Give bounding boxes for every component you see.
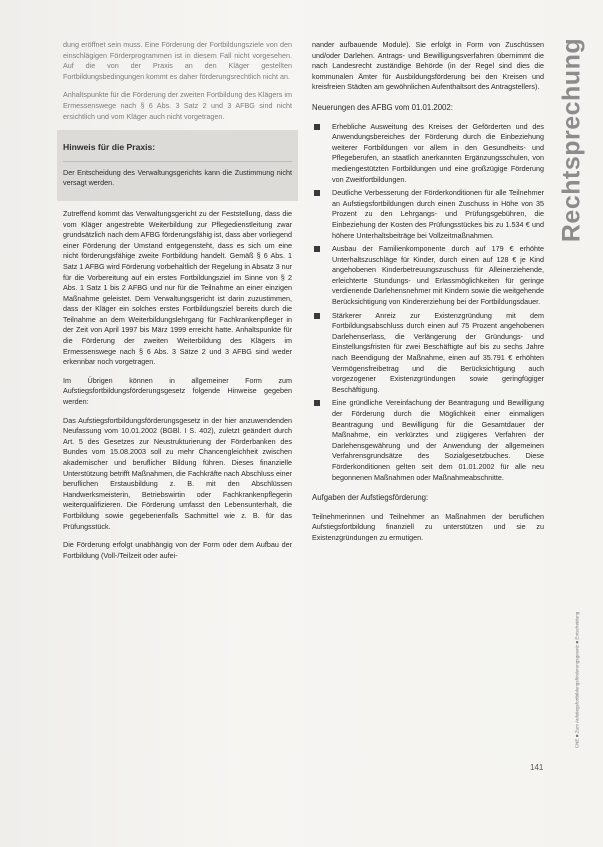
right-column: [312, 40, 544, 552]
hint-title: Hinweis für die Praxis:: [63, 142, 156, 153]
body-paragraph: Im Übrigen können in allgemeiner Form zum Aufstiegsfortbildungsförderungsgesetz folgende Hinweise gegeben werden:: [63, 375, 292, 407]
hint-intro: Der Entscheidung des Verwaltungsgerichts kann die Zustimmung nicht versagt werden.: [63, 167, 292, 188]
square-bullet-icon: [314, 124, 320, 130]
page-number: 141: [530, 763, 544, 772]
faded-paragraph: Anhaltspunkte für die Förderung der zweiten Fortbildung des Klägers im Ermessenswege nach § 6 Abs. 3 Satz 2 und 3 AFBG sind nicht ersichtlich und vom Kläger auch nicht vorgetragen.: [63, 90, 292, 121]
running-footer: [571, 560, 583, 800]
list-item: [312, 122, 544, 186]
body-paragraph: Die Förderung erfolgt unabhängig von der Form oder dem Aufbau der Fortbildung (Voll-/Teilzeit oder aufei-: [63, 540, 292, 560]
list-item-text: Erhebliche Ausweitung des Kreises der Geförderten und des Anwendungsbereiches der Förderung durch die Einbeziehung weiterer Fortbildungen vor allem in den Gesundheits- und Pflegeberufen, an staatlich anerkannten Ergänzungsschulen, von mediengestützten Fortbildungen und eine großzügige Förderung von Zweitfortbildungen.: [332, 121, 544, 184]
section-heading: Aufgaben der Aufstiegsförderung:: [312, 493, 429, 503]
list-item-text: Stärkerer Anreiz zur Existenzgründung mit dem Fortbildungsabschluss durch einen auf 75 Prozent angehobenen Darlehenserlass, die Verlängerung der Gründungs- und Einstellungsfristen für zwei Beschäftigte auf bis zu sechs Jahre nach Beendigung der Maßnahme, einen auf 35.791 € erhöhten Vermögensfreibetrag und die Berücksichtigung auch vorgezogener Existenzgründungen sowie geringfügiger Beschäftigung.: [332, 310, 544, 394]
sidebar-title-text: Rechtsprechung: [557, 37, 586, 243]
section-sidebar-title: [552, 37, 592, 243]
faded-paragraph: dung eröffnet sein muss. Eine Förderung der Fortbildungsziele von den einschlägigen Förderprogrammen ist in diesem Fall nicht vorgesehen. Auf die von der Praxis an den Kläger gestellten Fortbildungsbedingungen kommt es daher förderungsrechtlich nicht an.: [63, 40, 292, 81]
left-column: [63, 40, 292, 569]
list-item-text: Eine gründliche Vereinfachung der Beantragung und Bewilligung der Förderung durch die Möglichkeit einer einmaligen Beantragung und Bewilligung für die Gesamtdauer der Maßnahme, ein verkürztes und zügigeres Verfahren der Darlehensgewährung und der Anwendung der allgemeinen Verfahrensgrundsätze des Sozialgesetzbuches. Diese Förderkonditionen gelten seit dem 01.01.2002 für alle neu begonnenen Maßnahmen oder Maßnahmeabschnitte.: [332, 398, 544, 482]
list-item: [312, 244, 544, 308]
body-paragraph: Das Aufstiegsfortbildungsförderungsgesetz in der hier anzuwendenden Neufassung vom 10.01.2002 (BGBl. I S. 402), zuletzt geändert durch Art. 5 des Gesetzes zur Neustrukturierung der Förderbanken des Bundes vom 15.08.2003 soll zu mehr Chancengleichheit zwischen akademischer und beruflicher Bildung führen. Dieses finanzielle Unterstützung betrifft Maßnahmen, die Fachkräfte nach Abschluss einer beruflichen Erstausbildung z. B. mit den Abschlüssen Handwerksmeisterin, Betriebswirtin oder Fachkrankenpflegerin weiterqualifizieren. Die Förderung umfasst den Lebensunterhalt, die Fortbildung sowie gegebenenfalls Sachmittel wie z. B. für das Prüfungsstück.: [63, 415, 292, 531]
list-item: [312, 311, 544, 396]
practice-hint-box: [57, 130, 298, 201]
running-footer-text: CNE ■ Zum Aufstiegsfortbildungsförderungsgesetz ■ Entscheidung: [574, 611, 580, 749]
divider: [63, 161, 292, 162]
body-paragraph: Zutreffend kommt das Verwaltungsgericht zu der Feststellung, dass die vom Kläger angestrebte Weiterbildung zur Pflegedienstleitung zwar grundsätzlich nach dem AFBG förderungsfähig ist, dass aber vorliegend einer Förderung der Umstand entgegensteht, dass es sich um eine nicht förderungsfähige zweite Fortbildung handelt. Gemäß § 6 Abs. 1 Satz 1 AFBG wird Förderung vorbehaltlich der Regelung in Absatz 3 nur für die Vorbereitung auf ein erstes Fortbildungsziel im Sinne von § 2 Abs. 1 Satz 1 bis 2 AFBG und nur für die Teilnahme an einer einzigen Maßnahme geleistet. Dem Verwaltungsgericht ist darin zuzustimmen, dass der Kläger ein solches erstes Fortbildungsziel bereits durch die Teilnahme an dem Weiterbildungslehrgang für Fachkrankenpfleger in der Zeit von April 1997 bis März 1999 erreicht hatte. Anhaltspunkte für die Förderung der zweiten Weiterbildung des Klägers im Ermessenswege nach § 6 Abs. 3 Sätze 2 und 3 AFBG sind weder erkennbar noch vorgetragen.: [63, 208, 292, 367]
square-bullet-icon: [314, 400, 320, 406]
square-bullet-icon: [314, 190, 320, 196]
list-item-text: Ausbau der Familienkomponente durch auf 179 € erhöhte Unterhaltszuschläge für Kinder, durch einen auf 128 € je Kind angehobenen Kinderbetreuungszuschuss für Alleinerziehende, erleichterte Stundungs- und Erlassmöglichkeiten für geringe verdienende Darlehensnehmer mit Kindern sowie die weitgehende Berücksichtigung von Kindererziehung bei der Fortbildungsdauer.: [332, 244, 544, 307]
body-paragraph: nander aufbauende Module). Sie erfolgt in Form von Zuschüssen und/oder Darlehen. Antrags- und Bewilligungsverfahren übernimmt die nach Landesrecht zuständige Behörde (in der Regel sind dies die kommunalen Ämter für Ausbildungsförderung bei den Kreisen und kreisfreien Städten am gewöhnlichen Aufenthaltsort des Antragstellers).: [312, 40, 544, 92]
body-paragraph: Teilnehmerinnen und Teilnehmer an Maßnahmen der beruflichen Aufstiegsfortbildung finanziell zu unterstützen und sie zu Existenzgründungen zu ermutigen.: [312, 511, 544, 542]
list-item-text: Deutliche Verbesserung der Förderkonditionen für alle Teilnehmer an Aufstiegsfortbildungen durch einen Zuschuss in Höhe von 35 Prozent zu den Lehrgangs- und Prüfungsgebühren, die Einbeziehung der Kosten des Prüfungsstückes bis zu 1.534 € und höhere Unterhaltsbeiträge bei Vollzeitmaßnahmen.: [332, 188, 544, 240]
square-bullet-icon: [314, 246, 320, 252]
list-item: [312, 398, 544, 483]
section-heading: Neuerungen des AFBG vom 01.01.2002:: [312, 102, 453, 112]
bullet-list: [312, 122, 544, 484]
list-item: [312, 188, 544, 241]
square-bullet-icon: [314, 313, 320, 319]
